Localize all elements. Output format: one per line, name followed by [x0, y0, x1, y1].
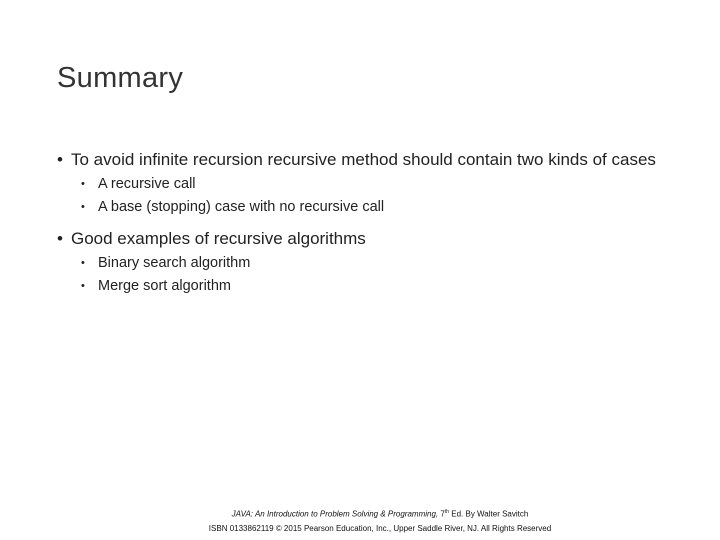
footer-edition-number: 7: [440, 509, 445, 519]
bullet-item: [57, 227, 657, 250]
sub-bullet-item: [57, 196, 657, 219]
bullet-icon: •: [57, 150, 63, 169]
sub-bullet-text: Merge sort algorithm: [98, 278, 231, 294]
sub-bullet-icon: •: [81, 280, 85, 292]
footer-book-line: [160, 505, 600, 522]
sub-bullet-list: [57, 252, 657, 298]
slide-content: [57, 148, 657, 298]
sub-bullet-icon: •: [81, 201, 85, 213]
sub-bullet-item: [57, 275, 657, 298]
footer-edition-rest: Ed. By Walter Savitch: [451, 509, 529, 519]
sub-bullet-item: [57, 252, 657, 275]
slide-title: Summary: [57, 62, 184, 94]
slide-footer: [160, 505, 600, 536]
bullet-text: Good examples of recursive algorithms: [71, 229, 366, 248]
sub-bullet-text: Binary search algorithm: [98, 255, 251, 271]
footer-book-title: JAVA: An Introduction to Problem Solving & Programming,: [231, 509, 439, 519]
footer-edition-suffix: th: [444, 509, 450, 515]
footer-isbn-line: ISBN 0133862119 © 2015 Pearson Education, Inc., Upper Saddle River, NJ. All Rights Reserved: [208, 523, 552, 533]
sub-bullet-icon: •: [81, 178, 85, 190]
sub-bullet-list: [57, 173, 657, 219]
sub-bullet-text: A base (stopping) case with no recursive call: [98, 199, 385, 215]
sub-bullet-icon: •: [81, 257, 85, 269]
sub-bullet-item: [57, 173, 657, 196]
bullet-icon: •: [57, 229, 63, 248]
sub-bullet-text: A recursive call: [98, 176, 196, 192]
bullet-text: To avoid infinite recursion recursive method should contain two kinds of cases: [71, 150, 656, 169]
bullet-item: [57, 148, 657, 171]
